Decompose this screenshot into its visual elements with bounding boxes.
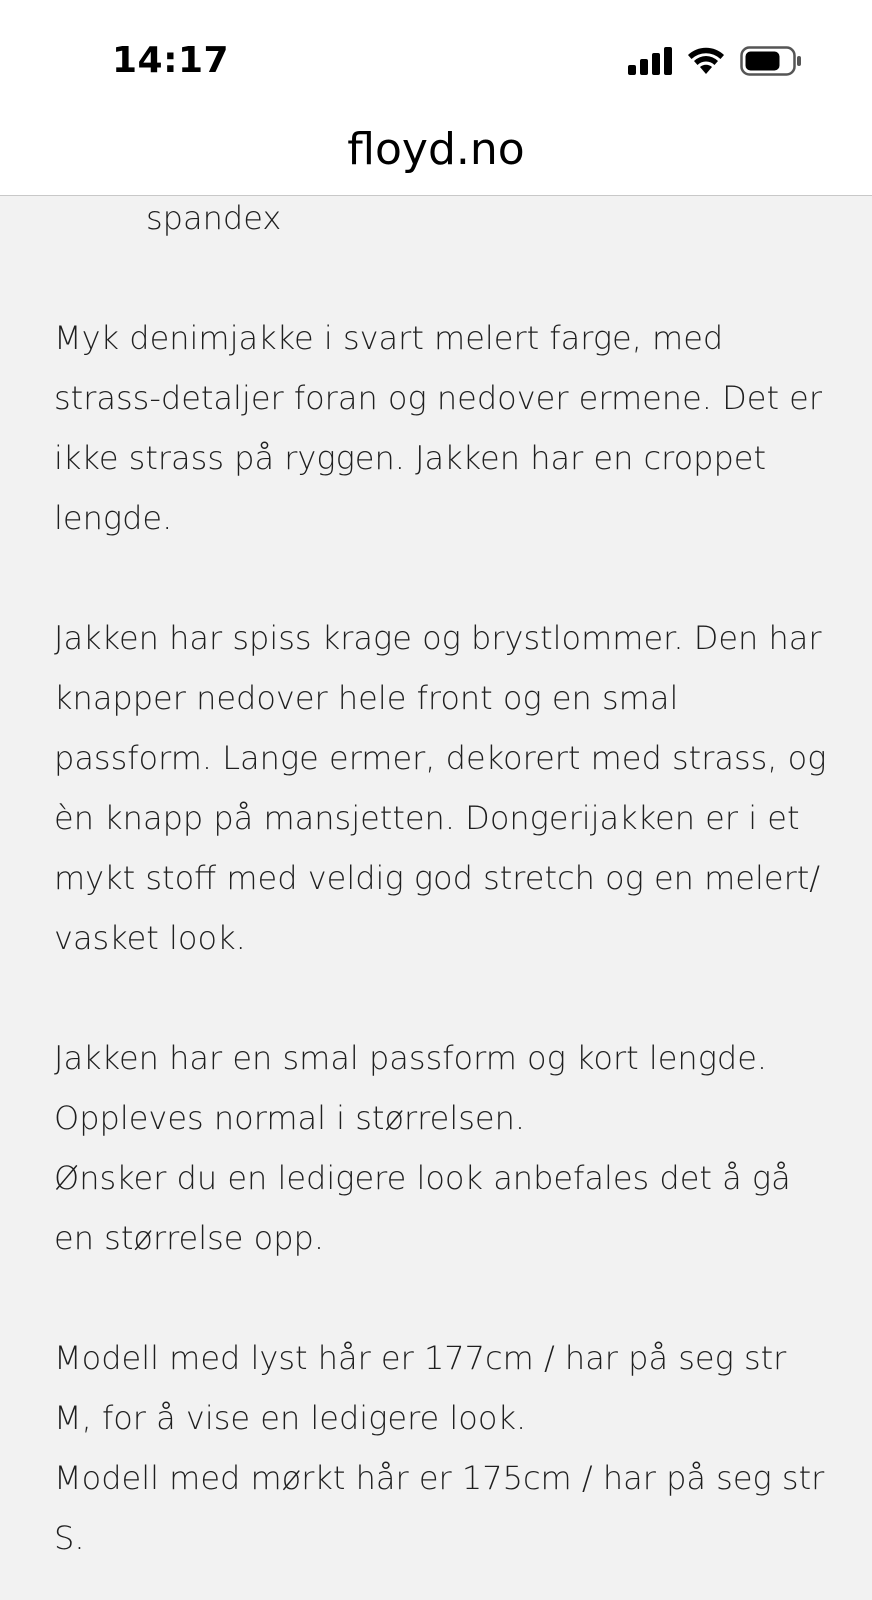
status-time: 14:17 <box>112 40 230 81</box>
description-paragraph-2: Jakken har spiss krage og brystlommer. Den har knapper nedover hele front og en smal passform. Lange ermer, dekorert med strass, og èn knapp på mansjetten. Dongerijakken er i et mykt stoff med veldig god stretch og en melert/ vasket look. <box>54 619 827 957</box>
product-description <box>54 188 834 1568</box>
cellular-signal-icon <box>628 47 672 79</box>
browser-address-bar[interactable] <box>0 110 872 196</box>
status-bar <box>0 0 872 110</box>
material-fragment: spandex <box>146 199 282 237</box>
fit-line-3: Ønsker du en ledigere look anbefales det å gå en størrelse opp. <box>54 1159 791 1257</box>
model-info-1: Modell med lyst hår er 177cm / har på seg str M, for å vise en ledigere look. <box>54 1339 787 1437</box>
status-icons <box>628 46 802 80</box>
url-text[interactable]: floyd.no <box>347 124 525 175</box>
description-paragraph-1: Myk denimjakke i svart melert farge, med strass-detaljer foran og nedover ermene. Det er ikke strass på ryggen. Jakken har en croppet lengde. <box>54 319 822 537</box>
wifi-icon <box>686 46 726 80</box>
fit-line-2: Oppleves normal i størrelsen. <box>54 1099 526 1137</box>
battery-icon <box>740 46 802 80</box>
model-info-2: Modell med mørkt hår er 175cm / har på seg str S. <box>54 1459 825 1557</box>
fit-line-1: Jakken har en smal passform og kort lengde. <box>54 1039 768 1077</box>
